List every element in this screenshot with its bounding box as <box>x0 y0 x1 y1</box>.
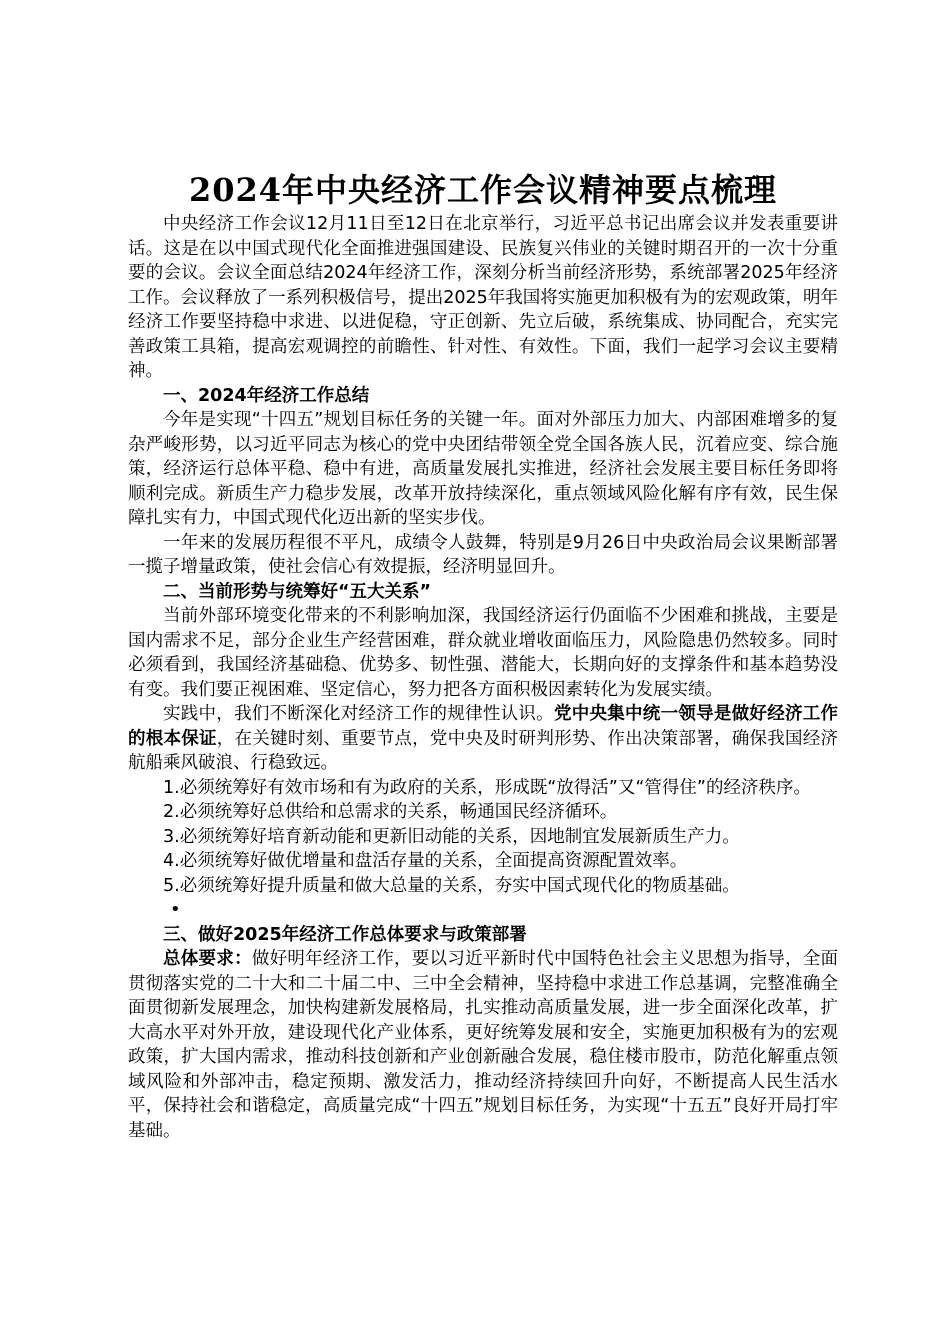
section-2-paragraph-1: 当前外部环境变化带来的不利影响加深，我国经济运行仍面临不少困难和挑战，主要是国内需求不足，部分企业生产经营困难，群众就业增收面临压力，风险隐患仍然较多。同时必须看到，我国经济基础稳、优势多、韧性强、潜能大，长期向好的支撑条件和基本趋势没有变。我们要正视困难、坚定信心，努力把各方面积极因素转化为发展实绩。 <box>128 606 838 700</box>
section-1-heading: 一、2024年经济工作总结 <box>163 385 370 406</box>
section-2-heading: 二、当前形势与统筹好“五大关系” <box>163 581 432 602</box>
section-1-paragraph-1: 今年是实现“十四五”规划目标任务的关键一年。面对外部压力加大、内部困难增多的复杂严峻形势，以习近平同志为核心的党中央团结带领全党全国各族人民，沉着应变、综合施策，经济运行总体平稳、稳中有进，高质量发展扎实推进，经济社会发展主要目标任务即将顺利完成。新质生产力稳步发展，改革开放持续深化，重点领域风险化解有序有效，民生保障扎实有力，中国式现代化迈出新的坚实步伐。 <box>128 410 838 528</box>
intro-paragraph: 中央经济工作会议12月11日至12日在北京举行，习近平总书记出席会议并发表重要讲话。这是在以中国式现代化全面推进强国建设、民族复兴伟业的关键时期召开的一次十分重要的会议。会议全面总结2024年经济工作，深刻分析当前经济形势，系统部署2025年经济工作。会议释放了一系列积极信号，提出2025年我国将实施更加积极有为的宏观政策，明年经济工作要坚持稳中求进、以进促稳，守正创新、先立后破，系统集成、协同配合，充实完善政策工具箱，提高宏观调控的前瞻性、针对性、有效性。下面，我们一起学习会议主要精神。 <box>128 214 838 381</box>
section-2-paragraph-2 <box>128 702 838 776</box>
section-2-paragraph-2-start: 实践中，我们不断深化对经济工作的规律性认识。 <box>163 704 554 724</box>
relation-item-4: 4.必须统筹好做优增量和盘活存量的关系，全面提高资源配置效率。 <box>163 851 688 871</box>
relation-item-2: 2.必须统筹好总供给和总需求的关系，畅通国民经济循环。 <box>163 802 618 822</box>
section-3-paragraph-1 <box>128 947 838 1143</box>
relation-item-1: 1.必须统筹好有效市场和有为政府的关系，形成既“放得活”又“管得住”的经济秩序。 <box>163 777 811 798</box>
relation-item-3: 3.必须统筹好培育新动能和更新旧动能的关系，因地制宜发展新质生产力。 <box>163 826 740 847</box>
section-2-paragraph-2-end: ，在关键时刻、重要节点，党中央及时研判形势、作出决策部署，确保我国经济航船乘风破浪、行稳致远。 <box>128 728 839 773</box>
document-title: 2024年中央经济工作会议精神要点梳理 <box>188 171 778 209</box>
section-2-emphasis: 党中央集中统一领导是做好经济工作的根本保证 <box>128 704 839 749</box>
empty-bullet: • <box>170 899 181 920</box>
general-requirement-label: 总体要求： <box>163 949 252 969</box>
general-requirement-text: 做好明年经济工作，要以习近平新时代中国特色社会主义思想为指导，全面贯彻落实党的二十大和二十届二中、三中全会精神，坚持稳中求进工作总基调，完整准确全面贯彻新发展理念，加快构建新发展格局，扎实推动高质量发展，进一步全面深化改革，扩大高水平对外开放，建设现代化产业体系，更好统筹发展和安全，实施更加积极有为的宏观政策，扩大国内需求，推动科技创新和产业创新融合发展，稳住楼市股市，防范化解重点领域风险和外部冲击，稳定预期、激发活力，推动经济持续回升向好，不断提高人民生活水平，保持社会和谐稳定，高质量完成“十四五”规划目标任务，为实现“十五五”良好开局打牢基础。 <box>128 949 839 1141</box>
document-page <box>128 168 838 1143</box>
section-1-paragraph-2: 一年来的发展历程很不平凡，成绩令人鼓舞，特别是9月26日中央政治局会议果断部署一揽子增量政策，使社会信心有效提振，经济明显回升。 <box>128 532 838 577</box>
relation-item-5: 5.必须统筹好提升质量和做大总量的关系，夯实中国式现代化的物质基础。 <box>163 875 740 896</box>
section-3-heading: 三、做好2025年经济工作总体要求与政策部署 <box>163 924 527 945</box>
